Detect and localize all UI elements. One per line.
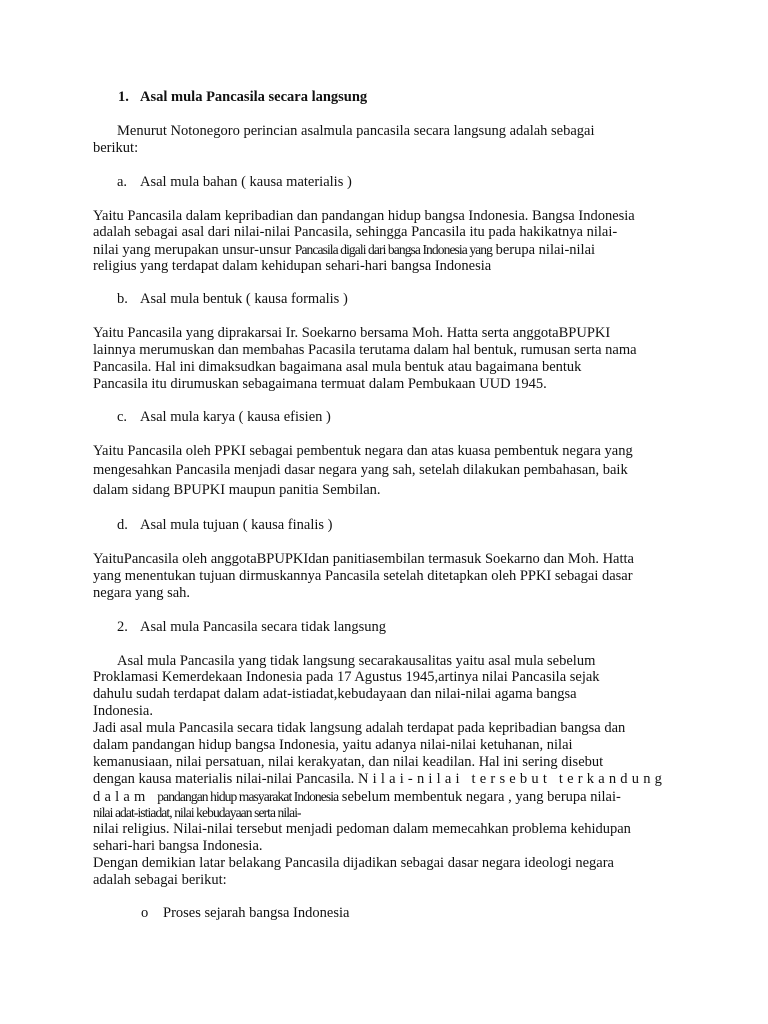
intro-line-1: Menurut Notonegoro perincian asalmula pancasila secara langsung adalah sebagai — [117, 123, 595, 139]
item-d-title: Asal mula tujuan ( kausa finalis ) — [140, 517, 333, 533]
section-2-number: 2. — [117, 619, 128, 635]
item-a-body-line-1: Yaitu Pancasila dalam kepribadian dan pandangan hidup bangsa Indonesia. Bangsa Indonesia — [93, 208, 635, 224]
item-a-body-line-4: religius yang terdapat dalam kehidupan sehari-hari bangsa Indonesia — [93, 258, 492, 274]
item-a-marker: a. — [117, 174, 128, 190]
intro-line-2: berikut: — [93, 140, 139, 156]
bullet-text: Proses sejarah bangsa Indonesia — [163, 905, 350, 921]
section-1-heading: Asal mula Pancasila secara langsung — [140, 89, 368, 105]
item-d-body-line-1: YaituPancasila oleh anggotaBPUPKIdan panitiasembilan termasuk Soekarno dan Moh. Hatta — [93, 551, 634, 567]
item-b-body-line-1: Yaitu Pancasila yang diprakarsai Ir. Soekarno bersama Moh. Hatta serta anggotaBPUPKI — [93, 325, 611, 341]
item-d-body-line-3: negara yang sah. — [93, 585, 191, 601]
item-a-body-line-3-condensed: Pancasila digali dari bangsa Indonesia yang — [294, 242, 492, 257]
section-2-para-2-line-2: dalam pandangan hidup bangsa Indonesia, yaitu adanya nilai-nilai ketuhanan, nilai — [93, 737, 573, 753]
item-c-marker: c. — [117, 409, 128, 425]
section-2-para-3-line-2: adalah sebagai berikut: — [93, 872, 227, 888]
section-2-para-3-line-1: Dengan demikian latar belakang Pancasila dijadikan sebagai dasar negara ideologi negara — [93, 855, 614, 871]
item-c-body-line-3: dalam sidang BPUPKI maupun panitia Sembilan. — [93, 482, 381, 498]
item-d-marker: d. — [117, 517, 128, 533]
section-2-para-1-line-2: Proklamasi Kemerdekaan Indonesia pada 17 Agustus 1945,artinya nilai Pancasila sejak — [93, 669, 600, 685]
section-2-para-1-line-1: Asal mula Pancasila yang tidak langsung secarakausalitas yaitu asal mula sebelum — [117, 653, 596, 669]
item-a-title: Asal mula bahan ( kausa materialis ) — [140, 174, 352, 190]
item-a-body-line-3-part-1: nilai yang merupakan unsur-unsur — [93, 242, 295, 258]
section-2-para-2-line-7: nilai religius. Nilai-nilai tersebut menjadi pedoman dalam memecahkan problema kehidupan — [93, 821, 631, 837]
section-2-para-1-line-3: dahulu sudah terdapat dalam adat-istiadat,kebudayaan dan nilai-nilai agama bangsa — [93, 686, 577, 702]
section-2-para-2-line-5-part-3: sebelum membentuk negara , yang berupa nilai- — [338, 789, 621, 805]
item-b-marker: b. — [117, 291, 128, 307]
item-c-body-line-2: mengesahkan Pancasila menjadi dasar negara yang sah, setelah dilakukan pembahasan, baik — [93, 462, 628, 478]
section-2-heading: Asal mula Pancasila secara tidak langsung — [140, 619, 387, 635]
section-2-para-2-line-1: Jadi asal mula Pancasila secara tidak langsung adalah terdapat pada kepribadian bangsa dan — [93, 720, 626, 736]
section-2-para-2-line-8: sehari-hari bangsa Indonesia. — [93, 838, 263, 854]
bullet-marker: o — [141, 905, 149, 921]
section-2-para-2-line-3: kemanusiaan, nilai persatuan, nilai kerakyatan, dan nilai keadilan. Hal ini sering disebut — [93, 754, 604, 770]
item-b-body-line-2: lainnya merumuskan dan membahas Pacasila terutama dalam hal bentuk, rumusan serta nama — [93, 342, 637, 358]
section-1-number: 1. — [118, 89, 129, 105]
item-c-title: Asal mula karya ( kausa efisien ) — [140, 409, 331, 425]
item-b-body-line-4: Pancasila itu dirumuskan sebagaimana termuat dalam Pembukaan UUD 1945. — [93, 376, 547, 392]
item-c-body-line-1: Yaitu Pancasila oleh PPKI sebagai pembentuk negara dan atas kuasa pembentuk negara yang — [93, 443, 633, 459]
item-a-body-line-3 — [93, 241, 595, 259]
section-2-para-2-line-4-part-1: dengan kausa materialis nilai-nilai Pancasila. — [93, 771, 358, 787]
item-d-body-line-2: yang menentukan tujuan dirmuskannya Pancasila setelah ditetapkan oleh PPKI sebagai dasar — [93, 568, 633, 584]
section-2-para-2-line-4-spaced: Nilai-nilai tersebut terkandung — [357, 771, 667, 787]
item-a-body-line-2: adalah sebagai asal dari nilai-nilai Pancasila, sehingga Pancasila itu pada hakikatnya nilai- — [93, 224, 618, 240]
section-2-para-2-line-5-spaced: dalam — [93, 789, 158, 805]
section-2-para-2-line-5-condensed: pandangan hidup masyarakat Indonesia — [157, 789, 339, 804]
section-2-para-2-line-4 — [93, 771, 666, 788]
section-2-para-2-line-6: nilai adat-istiadat, nilai kebudayaan serta nilai- — [93, 805, 301, 820]
item-b-body-line-3: Pancasila. Hal ini dimaksudkan bagaimana asal mula bentuk atau bagaimana bentuk — [93, 359, 582, 375]
section-2-para-1-line-4: Indonesia. — [93, 703, 153, 719]
item-b-title: Asal mula bentuk ( kausa formalis ) — [140, 291, 348, 307]
item-a-body-line-3-part-3: berupa nilai-nilai — [491, 242, 596, 258]
